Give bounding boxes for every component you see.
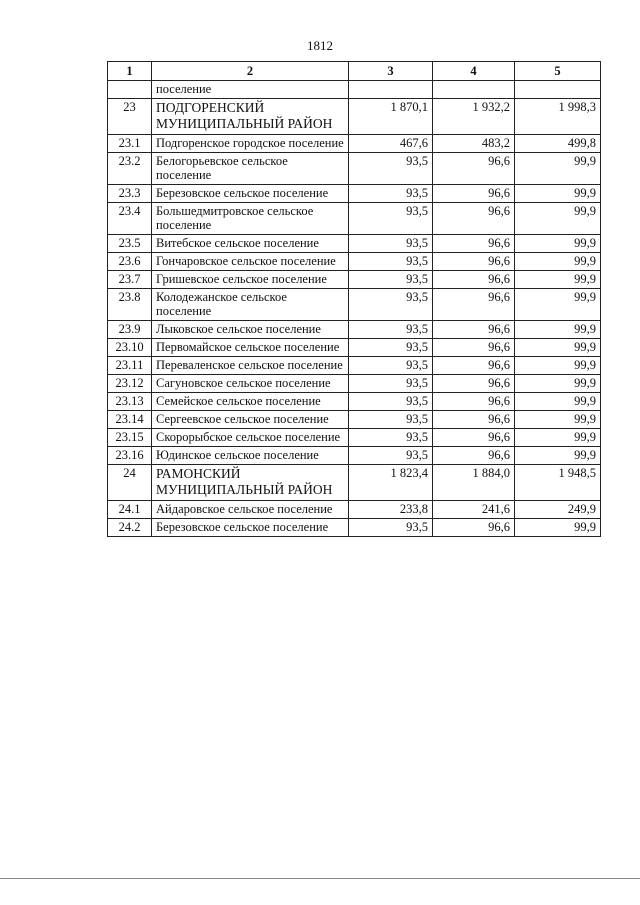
value-col-5-cell: 99,9 [515,447,601,465]
column-header-5: 5 [515,62,601,81]
value-col-3-cell: 93,5 [349,321,433,339]
table-body [108,81,601,537]
value-col-4-cell: 96,6 [433,429,515,447]
value-col-4-cell: 96,6 [433,203,515,235]
table-row [108,289,601,321]
row-number-cell: 23.12 [108,375,152,393]
row-name-cell: Сергеевское сельское поселение [152,411,349,429]
row-number-cell: 24 [108,465,152,501]
row-name-cell: Березовское сельское поселение [152,519,349,537]
row-number-cell: 23.9 [108,321,152,339]
value-col-4-cell: 1 884,0 [433,465,515,501]
row-number-cell: 23.8 [108,289,152,321]
column-header-1: 1 [108,62,152,81]
table-row [108,447,601,465]
row-name-cell: Сагуновское сельское поселение [152,375,349,393]
value-col-3-cell: 93,5 [349,185,433,203]
value-col-4-cell: 96,6 [433,321,515,339]
row-number-cell: 23.11 [108,357,152,375]
table-row [108,375,601,393]
value-col-3-cell: 93,5 [349,253,433,271]
row-name-cell: ПОДГОРЕНСКИЙ МУНИЦИПАЛЬНЫЙ РАЙОН [152,99,349,135]
value-col-3-cell: 93,5 [349,271,433,289]
value-col-5-cell: 99,9 [515,153,601,185]
value-col-3-cell: 93,5 [349,289,433,321]
row-name-cell: Витебское сельское поселение [152,235,349,253]
value-col-5-cell: 99,9 [515,375,601,393]
table-row [108,411,601,429]
value-col-3-cell [349,81,433,99]
value-col-4-cell: 1 932,2 [433,99,515,135]
value-col-3-cell: 93,5 [349,447,433,465]
table-row [108,321,601,339]
row-number-cell: 23.13 [108,393,152,411]
row-name-cell: Гришевское сельское поселение [152,271,349,289]
value-col-3-cell: 93,5 [349,519,433,537]
row-name-cell: Подгоренское городское поселение [152,135,349,153]
column-header-2: 2 [152,62,349,81]
value-col-3-cell: 93,5 [349,235,433,253]
row-number-cell: 23.4 [108,203,152,235]
value-col-5-cell: 1 948,5 [515,465,601,501]
row-number-cell: 23 [108,99,152,135]
value-col-4-cell: 96,6 [433,357,515,375]
value-col-4-cell: 96,6 [433,289,515,321]
value-col-4-cell: 241,6 [433,501,515,519]
row-number-cell: 24.1 [108,501,152,519]
budget-table [107,61,601,537]
table-row-district [108,465,601,501]
table-row [108,271,601,289]
value-col-5-cell: 99,9 [515,253,601,271]
table-row [108,81,601,99]
value-col-5-cell: 99,9 [515,429,601,447]
value-col-5-cell: 249,9 [515,501,601,519]
row-number-cell: 24.2 [108,519,152,537]
value-col-5-cell: 99,9 [515,289,601,321]
value-col-3-cell: 93,5 [349,393,433,411]
value-col-3-cell: 1 870,1 [349,99,433,135]
table-row [108,203,601,235]
row-number-cell: 23.2 [108,153,152,185]
value-col-4-cell: 96,6 [433,185,515,203]
value-col-4-cell [433,81,515,99]
row-number-cell [108,81,152,99]
table-row [108,393,601,411]
value-col-3-cell: 93,5 [349,375,433,393]
value-col-5-cell [515,81,601,99]
table-row [108,357,601,375]
value-col-3-cell: 93,5 [349,339,433,357]
row-number-cell: 23.16 [108,447,152,465]
table-row [108,429,601,447]
value-col-5-cell: 99,9 [515,339,601,357]
row-name-cell: Большедмитровское сельское поселение [152,203,349,235]
value-col-3-cell: 233,8 [349,501,433,519]
table-row [108,153,601,185]
value-col-4-cell: 96,6 [433,253,515,271]
row-name-cell: Айдаровское сельское поселение [152,501,349,519]
value-col-4-cell: 96,6 [433,447,515,465]
value-col-4-cell: 96,6 [433,519,515,537]
value-col-3-cell: 93,5 [349,203,433,235]
column-header-3: 3 [349,62,433,81]
value-col-5-cell: 499,8 [515,135,601,153]
value-col-5-cell: 99,9 [515,203,601,235]
value-col-3-cell: 467,6 [349,135,433,153]
value-col-5-cell: 99,9 [515,393,601,411]
row-name-cell: Березовское сельское поселение [152,185,349,203]
table-row [108,235,601,253]
page-bottom-rule [0,878,640,879]
value-col-3-cell: 93,5 [349,153,433,185]
row-name-cell: Семейское сельское поселение [152,393,349,411]
table-row [108,339,601,357]
value-col-5-cell: 99,9 [515,271,601,289]
row-number-cell: 23.5 [108,235,152,253]
row-name-cell: Скорорыбское сельское поселение [152,429,349,447]
value-col-5-cell: 99,9 [515,519,601,537]
value-col-5-cell: 99,9 [515,411,601,429]
value-col-5-cell: 99,9 [515,185,601,203]
table-row [108,185,601,203]
value-col-4-cell: 96,6 [433,153,515,185]
value-col-4-cell: 96,6 [433,375,515,393]
table-row [108,135,601,153]
row-name-cell: Переваленское сельское поселение [152,357,349,375]
value-col-3-cell: 93,5 [349,411,433,429]
row-number-cell: 23.6 [108,253,152,271]
value-col-3-cell: 93,5 [349,429,433,447]
column-header-4: 4 [433,62,515,81]
table-header-row [108,62,601,81]
row-name-cell: Гончаровское сельское поселение [152,253,349,271]
value-col-5-cell: 99,9 [515,357,601,375]
page-number: 1812 [307,38,333,53]
value-col-4-cell: 96,6 [433,411,515,429]
value-col-3-cell: 93,5 [349,357,433,375]
value-col-3-cell: 1 823,4 [349,465,433,501]
value-col-5-cell: 1 998,3 [515,99,601,135]
row-name-cell: РАМОНСКИЙ МУНИЦИПАЛЬНЫЙ РАЙОН [152,465,349,501]
row-number-cell: 23.3 [108,185,152,203]
row-name-cell: Белогорьевское сельское поселение [152,153,349,185]
row-name-cell: Юдинское сельское поселение [152,447,349,465]
value-col-4-cell: 96,6 [433,235,515,253]
row-name-cell: Лыковское сельское поселение [152,321,349,339]
row-name-cell: поселение [152,81,349,99]
table-row [108,519,601,537]
row-name-cell: Первомайское сельское поселение [152,339,349,357]
value-col-5-cell: 99,9 [515,321,601,339]
table-row-district [108,99,601,135]
row-number-cell: 23.7 [108,271,152,289]
value-col-4-cell: 483,2 [433,135,515,153]
value-col-4-cell: 96,6 [433,393,515,411]
value-col-4-cell: 96,6 [433,271,515,289]
value-col-4-cell: 96,6 [433,339,515,357]
table-row [108,253,601,271]
value-col-5-cell: 99,9 [515,235,601,253]
row-number-cell: 23.15 [108,429,152,447]
row-number-cell: 23.10 [108,339,152,357]
row-number-cell: 23.14 [108,411,152,429]
table-row [108,501,601,519]
row-number-cell: 23.1 [108,135,152,153]
row-name-cell: Колодежанское сельское поселение [152,289,349,321]
